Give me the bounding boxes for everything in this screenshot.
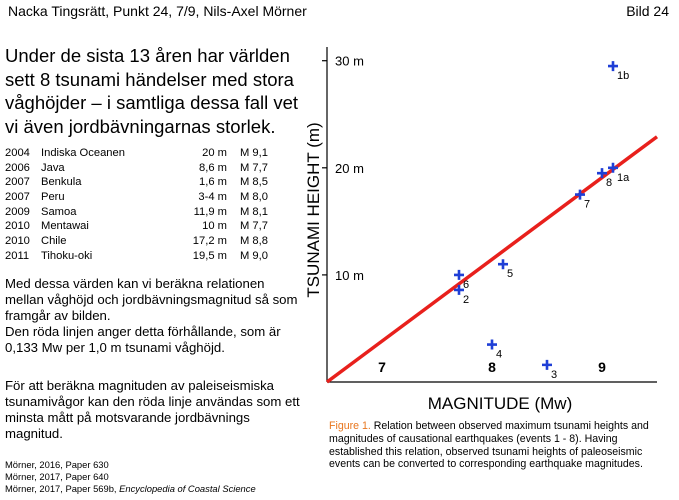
paragraph-line: Den röda linjen anger detta förhållande, som är 0,133 Mw per 1,0 m tsunami våghöjd. xyxy=(5,324,281,355)
event-place: Tihoku-oki xyxy=(41,249,93,262)
event-height: 17,2 m xyxy=(192,235,227,248)
event-year: 2010 xyxy=(5,235,30,248)
x-tick-label: 7 xyxy=(378,359,386,375)
y-tick-label: 20 m xyxy=(335,160,364,176)
y-axis-label: TSUNAMI HEIGHT (m) xyxy=(304,122,323,298)
event-year: 2006 xyxy=(5,161,30,174)
data-point-label: 1b xyxy=(617,70,630,83)
event-magnitude: M 8,5 xyxy=(240,176,268,189)
slide-number: Bild 24 xyxy=(626,3,669,19)
event-place: Java xyxy=(41,161,65,174)
reference-2: Mörner, 2017, Paper 640 xyxy=(5,470,109,482)
reference-3 xyxy=(5,483,256,495)
event-magnitude: M 7,7 xyxy=(240,161,268,174)
event-year: 2004 xyxy=(5,147,30,159)
event-height: 3-4 m xyxy=(198,191,227,204)
event-place: Benkula xyxy=(41,176,82,189)
data-point-label: 6 xyxy=(463,278,470,291)
event-year: 2007 xyxy=(5,191,30,204)
paragraph-line: Med dessa värden kan vi beräkna relationen mellan våghöjd och jordbävningsmagnitud så som framgår av bilden. xyxy=(5,276,298,323)
event-place: Peru xyxy=(41,191,65,204)
references xyxy=(5,459,256,494)
event-height: 19,5 m xyxy=(192,249,227,262)
paragraph-paleo: För att beräkna magnituden av paleiseismiska tsunamivågor kan den röda linje användas som ett minsta mått på motsvarande jordbävnings magnitud. xyxy=(5,378,300,441)
data-point-label: 4 xyxy=(496,348,503,361)
figure-caption-label: Figure 1. xyxy=(329,420,371,432)
data-point-label: 7 xyxy=(584,198,591,211)
y-tick-label: 10 m xyxy=(335,267,364,283)
reference-3-prefix: Mörner, 2017, Paper 569b, xyxy=(5,482,120,494)
event-magnitude: M 8,8 xyxy=(240,235,268,248)
data-point-label: 5 xyxy=(507,268,514,281)
event-place: Mentawai xyxy=(41,220,89,233)
x-tick-label: 8 xyxy=(488,359,496,375)
event-height: 10 m xyxy=(202,220,227,233)
event-magnitude: M 8,1 xyxy=(240,205,268,218)
slide-header-title: Nacka Tingsrätt, Punkt 24, 7/9, Nils-Axel Mörner xyxy=(8,3,307,19)
event-height: 20 m xyxy=(202,147,227,159)
event-place: Indiska Oceanen xyxy=(41,147,125,159)
event-year: 2011 xyxy=(5,249,30,262)
event-height: 1,6 m xyxy=(199,176,227,189)
x-tick-label: 9 xyxy=(598,359,606,375)
y-tick-label: 30 m xyxy=(335,53,364,69)
event-magnitude: M 7,7 xyxy=(240,220,268,233)
data-point-label: 2 xyxy=(463,293,470,306)
event-place: Samoa xyxy=(41,205,77,218)
event-year: 2010 xyxy=(5,220,30,233)
reference-3-title: Encyclopedia of Coastal Science xyxy=(119,482,256,494)
event-year: 2007 xyxy=(5,176,30,189)
event-magnitude: M 8,0 xyxy=(240,191,268,204)
event-magnitude: M 9,0 xyxy=(240,249,268,262)
paragraph-relation xyxy=(5,276,305,356)
figure-caption-text: Relation between observed maximum tsunami heights and magnitudes of causational earthquakes (events 1 - 8). Having established this relation, observed tsunami heights of paleoseismic events can be converted to corresponding earthquake magnitudes. xyxy=(329,420,649,471)
figure-caption xyxy=(329,420,659,471)
data-point-label: 3 xyxy=(551,368,558,381)
event-magnitude: M 9,1 xyxy=(240,147,268,159)
event-year: 2009 xyxy=(5,205,30,218)
x-axis-label: MAGNITUDE (Mw) xyxy=(427,394,573,413)
event-height: 11,9 m xyxy=(193,205,227,218)
intro-text: Under de sista 13 åren har världen sett 8 tsunami händelser med stora våghöjder – i samtliga dessa fall vet vi även jordbävningarnas storlek. xyxy=(5,45,299,137)
data-point-label: 1a xyxy=(617,171,630,184)
tsunami-magnitude-chart xyxy=(300,35,670,415)
event-height: 8,6 m xyxy=(199,161,227,174)
reference-1: Mörner, 2016, Paper 630 xyxy=(5,459,109,470)
data-point-label: 8 xyxy=(606,177,613,190)
event-place: Chile xyxy=(41,235,67,248)
